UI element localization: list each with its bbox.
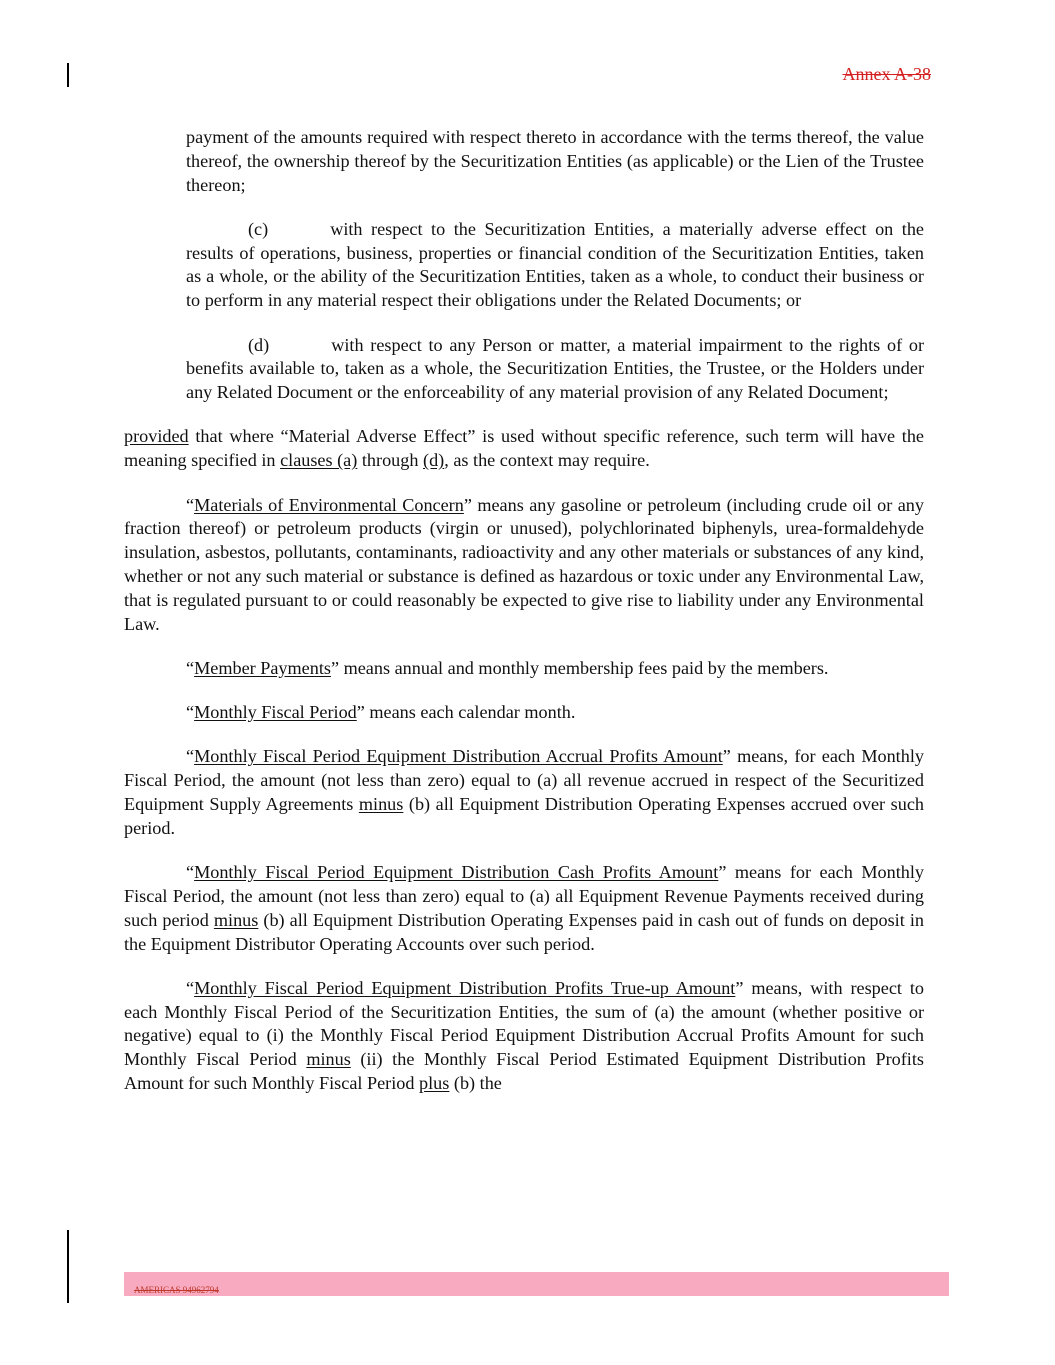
footer-document-id: AMERICAS 94962794: [134, 1285, 219, 1295]
clause-c-label: (c): [248, 218, 269, 239]
clause-c: [186, 218, 924, 313]
definition-profits-true-up-amount: “Monthly Fiscal Period Equipment Distribution Profits True-up Amount” means, with respect to each Monthly Fiscal Period of the Securitization Entities, the sum of (a) the amount (whether positive or negative) equal to (i) the Monthly Fiscal Period Equipment Distribution Accrual Profits Amount for such Monthly Fiscal Period minus (ii) the Monthly Fiscal Period Estimated Equipment Distribution Profits Amount for such Monthly Fiscal Period plus (b) the: [124, 977, 924, 1093]
clause-d-reference: (d): [423, 450, 445, 471]
defined-term: Monthly Fiscal Period Equipment Distribution Cash Profits Amount: [194, 862, 719, 883]
plus-term: plus: [419, 1073, 450, 1093]
footer-band: [124, 1272, 949, 1296]
clause-d: [186, 334, 924, 405]
paragraph-continuation: payment of the amounts required with respect thereto in accordance with the terms thereof, the value thereof, the ownership thereof by the Securitization Entities (as applicable) or the Lien of the Trustee thereon;: [186, 127, 924, 195]
provided-term: provided: [124, 426, 189, 447]
document-body: [124, 126, 924, 1116]
definition-materials-of-environmental-concern: “Materials of Environmental Concern” means any gasoline or petroleum (including crude oil or any fraction thereof) or petroleum products (virgin or unused), polychlorinated biphenyls, urea-formaldehyde insulation, asbestos, pollutants, contaminants, radioactivity and any other materials or substances of any kind, whether or not any such material or substance is defined as hazardous or toxic under any Environmental Law, that is regulated pursuant to or could reasonably be expected to give rise to liability under any Environmental Law.: [124, 494, 924, 634]
annex-page-label: Annex A-38: [842, 64, 931, 84]
defined-term: Monthly Fiscal Period: [194, 702, 357, 723]
minus-term: minus: [358, 794, 404, 815]
definition-member-payments: “Member Payments” means annual and monthly membership fees paid by the members.: [186, 657, 829, 678]
clause-d-text: with respect to any Person or matter, a material impairment to the rights of or benefits available to, taken as a whole, the Securitization Entities, the Trustee, or the Holders under any Related Document or the enforceability of any material provision of any Related Document;: [186, 334, 924, 403]
clause-d-label: (d): [248, 334, 270, 355]
change-bar-top: [67, 63, 69, 87]
clauses-a-reference: clauses (a): [280, 450, 358, 471]
defined-term: Monthly Fiscal Period Equipment Distribution Accrual Profits Amount: [194, 746, 723, 767]
minus-term: minus: [213, 909, 259, 930]
definition-monthly-fiscal-period: “Monthly Fiscal Period” means each calendar month.: [186, 702, 576, 723]
defined-term: Monthly Fiscal Period Equipment Distribution Profits True-up Amount: [194, 977, 736, 998]
defined-term: Materials of Environmental Concern: [194, 494, 464, 515]
change-bar-bottom: [67, 1230, 69, 1303]
definition-accrual-profits-amount: “Monthly Fiscal Period Equipment Distribution Accrual Profits Amount” means, for each Monthly Fiscal Period, the amount (not less than zero) equal to (a) all revenue accrued in respect of the Securitized Equipment Supply Agreements minus (b) all Equipment Distribution Operating Expenses accrued over such period.: [124, 746, 924, 838]
defined-term: Member Payments: [194, 657, 331, 678]
definition-cash-profits-amount: “Monthly Fiscal Period Equipment Distribution Cash Profits Amount” means for each Monthly Fiscal Period, the amount (not less than zero) equal to (a) all Equipment Revenue Payments received during such period minus (b) all Equipment Distribution Operating Expenses paid in cash out of funds on deposit in the Equipment Distributor Operating Accounts over such period.: [124, 862, 924, 954]
clause-c-text: with respect to the Securitization Entities, a materially adverse effect on the results of operations, business, properties or financial condition of the Securitization Entities, taken as a whole, or the ability of the Securitization Entities, taken as a whole, to conduct their business or to perform in any material respect their obligations under the Related Documents; or: [186, 218, 924, 311]
minus-term: minus: [306, 1049, 351, 1070]
proviso-paragraph: provided that where “Material Adverse Effect” is used without specific reference, such term will have the meaning specified in clauses (a) through (d), as the context may require.: [124, 426, 924, 471]
